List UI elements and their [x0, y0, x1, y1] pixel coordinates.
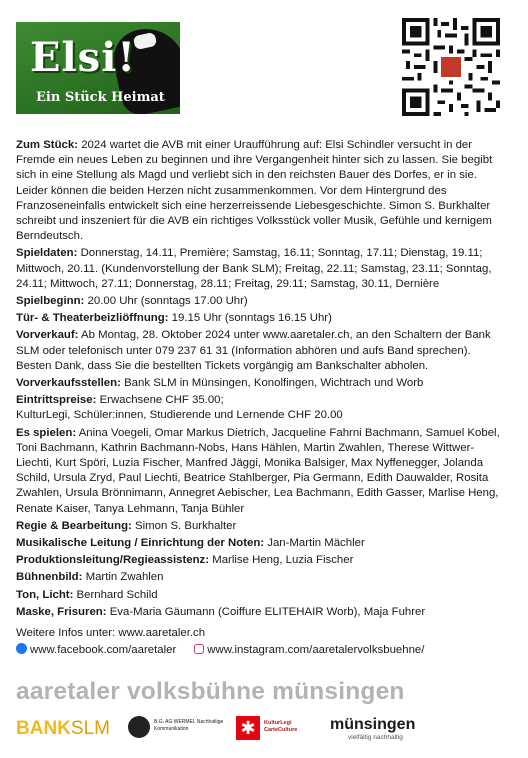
section-tueroeffnung: Tür- & Theaterbeizliöffnung: 19.15 Uhr (sonntags 16.15 Uhr): [16, 312, 332, 325]
section-eintrittspreise-reduziert: KulturLegi, Schüler:innen, Studierende und Lernende CHF 20.00: [16, 409, 343, 422]
facebook-icon: [16, 643, 27, 654]
star-icon: ✱: [236, 716, 260, 740]
qr-code-icon[interactable]: [402, 18, 500, 116]
poster-banner: [16, 22, 180, 114]
section-regie: Regie & Bearbeitung: Simon S. Burkhalter: [16, 519, 237, 532]
section-produktionsleitung: Produktionsleitung/Regieassistenz: Marlise Heng, Luzia Fischer: [16, 554, 354, 567]
section-vorverkaufsstellen: Vorverkaufsstellen: Bank SLM in Münsingen, Konolfingen, Wichtrach und Worb: [16, 377, 424, 390]
section-maske: Maske, Frisuren: Eva-Maria Gäumann (Coiffure ELITEHAIR Worb), Maja Fuhrer: [16, 605, 426, 618]
instagram-icon: [194, 644, 204, 654]
section-vorverkauf: Vorverkauf: Ab Montag, 28. Oktober 2024 unter www.aaretaler.ch, an den Schaltern der Bank SLM oder telefonisch unter 079 237 61 31 (Information abhören und aufs Band sprechen). Besten Dank, dass Sie die bestellten Tickets vorgängig am Bankschalter abholen.: [16, 329, 491, 372]
bank-slm-logo: BANKSLM: [16, 718, 110, 739]
section-musikalische-leitung: Musikalische Leitung / Einrichtung der Noten: Jan-Martin Mächler: [16, 537, 365, 550]
section-buehnenbild: Bühnenbild: Martin Zwahlen: [16, 571, 164, 584]
banner-title: Elsi!: [30, 34, 136, 81]
organization-name: aaretaler volksbühne münsingen: [16, 678, 405, 705]
muensingen-logo: münsingen vielfältig nachhaltig: [330, 716, 416, 741]
section-ton-licht: Ton, Licht: Bernhard Schild: [16, 588, 158, 601]
social-links: [16, 643, 502, 658]
section-eintrittspreise: Eintrittspreise: Erwachsene CHF 35.00;: [16, 394, 224, 407]
section-es-spielen: Es spielen: Anina Voegeli, Omar Markus Dietrich, Jacqueline Fahrni Bachmann, Samuel Kobel, Toni Bachmann, Kathrin Bachmann-Nobs, Hans Hählen, Martin Zwahlen, Therese Wittwer-Liechti, Kurt Spöri, Luzia Fischer, Manfred Jäggi, Monika Balsiger, Max Nyffenegger, Jolanda Schild, Ursula Zryd, Paul Liechti, Beatrice Stahlberger, Pia Germann, Edith Dauwalder, Rosita Zwahlen, Ursula Brönnimann, Annegret Aebischer, Lea Bachmann, Edith Gasser, Marlise Heng, Renate Kaiser, Tanya Lehmann, Tanja Bühler: [16, 426, 500, 515]
instagram-link[interactable]: www.instagram.com/aaretalervolksbuehne/: [194, 643, 424, 658]
facebook-link[interactable]: www.facebook.com/aaretaler: [16, 643, 176, 658]
banner-subtitle: Ein Stück Heimat: [36, 90, 165, 105]
info-content: [16, 138, 502, 659]
section-stueck: Zum Stück: 2024 wartet die AVB mit einer Uraufführung auf: Elsi Schindler versucht in der Fremde ein neues Leben zu beginnen und ihre Vergangenheit hinter sich zu lassen. Sie begibt sich in eine Stellung als Magd und verliebt sich in den reichsten Bauer des Dorfes, er in sie. Leider können die beiden Herzen nicht zusammenkommen. Vor dem Hintergrund des Franzoseneinfalls entwickelt sich eine herzerreissende Liebesgeschichte. Simon S. Burkhalter schreibt und inszeniert für die AVB ein richtiges Volksstück voller Musik, Gefühle und kernigem Berndeutsch.: [16, 139, 493, 243]
section-spielbeginn: Spielbeginn: 20.00 Uhr (sonntags 17.00 Uhr): [16, 295, 248, 308]
section-spieldaten: Spieldaten: Donnerstag, 14.11, Première; Samstag, 16.11; Sonntag, 17.11; Dienstag, 19.11; Mittwoch, 20.11. (Kundenvorstellung der Bank SLM); Freitag, 22.11; Samstag, 23.11; Sonntag, 24.11; Mittwoch, 27.11; Donnerstag, 28.11; Freitag, 29.11; Samstag, 30.11, Dernière: [16, 247, 492, 290]
more-info-link[interactable]: Weitere Infos unter: www.aaretaler.ch: [16, 627, 206, 640]
ag-wermel-icon: [128, 716, 150, 738]
sponsor-logos: BANKSLM B.G. AG WERMEL Nachhaltige Kommunikation ✱ KulturLegi CarteCulture münsingen vielfältig nachhaltig: [16, 716, 416, 741]
